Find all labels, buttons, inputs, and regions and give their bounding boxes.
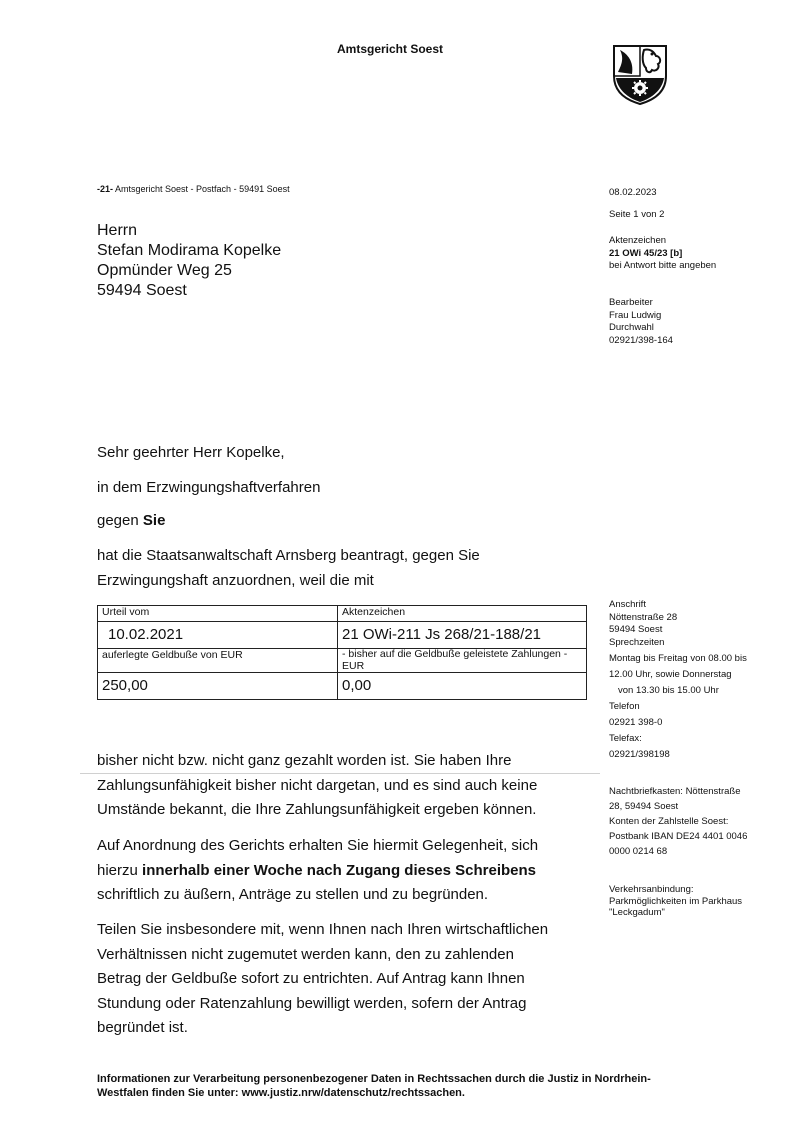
table-row	[98, 622, 587, 649]
phone-label: Telefon	[609, 701, 640, 712]
file-ref-value: 21 OWi 45/23 [b]	[609, 247, 683, 259]
scan-artifact-line	[80, 773, 600, 774]
proceeding-line: in dem Erzwingungshaftverfahren	[97, 479, 321, 496]
after-table-paragraph: bisher nicht bzw. nicht ganz gezahlt worden ist. Sie haben Ihre Zahlungsunfähigkeit bisher nicht dargetan, und es sind auch keine Umstände bekannt, die Ihre Zahlungsunfähigkeit ergeben können.	[97, 752, 538, 818]
ref-value: 21 OWi-211 Js 268/21-188/21	[338, 622, 587, 649]
extension-value: 02921/398-164	[609, 334, 673, 346]
ref-label: Aktenzeichen	[338, 606, 587, 622]
accounts-label: Konten der Zahlstelle Soest:	[609, 816, 729, 827]
sender-address: Amtsgericht Soest - Postfach - 59491 Soest	[113, 184, 290, 194]
contact-block	[609, 599, 784, 763]
file-reference-block	[609, 235, 716, 273]
hours-text: Montag bis Freitag von 08.00 bis 12.00 Uhr, sowie Donnerstag von 13.30 bis 15.00 Uhr	[609, 653, 747, 696]
privacy-notice: Informationen zur Verarbeitung personenbezogener Daten in Rechtssachen durch die Justiz in Nordrhein- Westfalen finden Sie unter: www.justiz.nrw/datenschutz/rechtssachen.	[97, 1073, 651, 1099]
fine-value: 250,00	[98, 673, 338, 700]
recipient-street: Opmünder Weg 25	[97, 262, 232, 279]
page-count: Seite 1 von 2	[609, 209, 665, 220]
sender-prefix: -21-	[97, 184, 114, 194]
order-paragraph: Auf Anordnung des Gerichts erhalten Sie hiermit Gelegenheit, sich hierzu innerhalb einer Woche nach Zugang dieses Schreibens schriftlich zu äußern, Anträge zu stellen und zu begründen.	[97, 837, 539, 903]
recipient-block	[97, 221, 281, 301]
judgment-date: 10.02.2021	[98, 622, 338, 649]
letter-date: 08.02.2023	[609, 187, 657, 198]
fax-label: Telefax:	[609, 733, 642, 744]
extension-label: Durchwahl	[609, 322, 654, 333]
judgment-label: Urteil vom	[98, 606, 338, 622]
against-bold: Sie	[142, 512, 166, 529]
court-name: Amtsgericht Soest	[336, 42, 444, 56]
handler-label: Bearbeiter	[609, 297, 653, 308]
paid-value: 0,00	[338, 673, 587, 700]
file-ref-label: Aktenzeichen	[609, 235, 667, 246]
nightbox-block: Nachtbriefkasten: Nöttenstraße 28, 59494 Soest Konten der Zahlstelle Soest: Postbank IBAN DE24 4401 0046 0000 0214 68	[609, 784, 789, 859]
phone-value: 02921 398-0	[609, 717, 663, 728]
sender-line	[97, 184, 290, 194]
address-label: Anschrift	[609, 599, 646, 610]
handler-name: Frau Ludwig	[609, 309, 662, 321]
recipient-salutation: Herrn	[97, 222, 138, 239]
deadline-bold: innerhalb einer Woche nach Zugang dieses Schreibens	[142, 861, 537, 879]
recipient-name: Stefan Modirama Kopelke	[97, 242, 282, 259]
fine-details-table	[97, 605, 587, 700]
recipient-city: 59494 Soest	[97, 282, 187, 299]
fax-value: 02921/398198	[609, 749, 670, 760]
against-line: gegen Sie	[97, 512, 166, 529]
address-street: Nöttenstraße 28	[609, 611, 678, 623]
address-city: 59494 Soest	[609, 624, 663, 635]
transport-label: Verkehrsanbindung:	[609, 884, 694, 895]
table-row	[98, 606, 587, 622]
hours-label: Sprechzeiten	[609, 636, 665, 648]
file-ref-note: bei Antwort bitte angeben	[609, 260, 717, 271]
greeting: Sehr geehrter Herr Kopelke,	[97, 444, 285, 461]
state-coat-of-arms-icon	[610, 42, 670, 106]
intro-paragraph: hat die Staatsanwaltschaft Arnsberg beantragt, gegen Sie Erzwingungshaft anzuordnen, weil die mit	[97, 547, 480, 589]
table-row	[98, 673, 587, 700]
fine-label: auferlegte Geldbuße von EUR	[98, 649, 338, 673]
handler-block	[609, 297, 673, 347]
accounts-iban: Postbank IBAN DE24 4401 0046	[609, 831, 748, 842]
table-row	[98, 649, 587, 673]
paid-label: - bisher auf die Geldbuße geleistete Zahlungen - EUR	[338, 649, 587, 673]
phone-block	[609, 699, 784, 763]
transport-block: Verkehrsanbindung: Parkmöglichkeiten im Parkhaus "Leckgadum"	[609, 884, 789, 919]
info-paragraph: Teilen Sie insbesondere mit, wenn Ihnen nach Ihren wirtschaftlichen Verhältnissen nicht zugemutet werden kann, den zu zahlenden Betrag der Geldbuße sofort zu entrichten. Auf Antrag kann Ihnen Stundung oder Ratenzahlung bewilligt werden, sofern der Antrag begründet ist.	[97, 921, 549, 1036]
